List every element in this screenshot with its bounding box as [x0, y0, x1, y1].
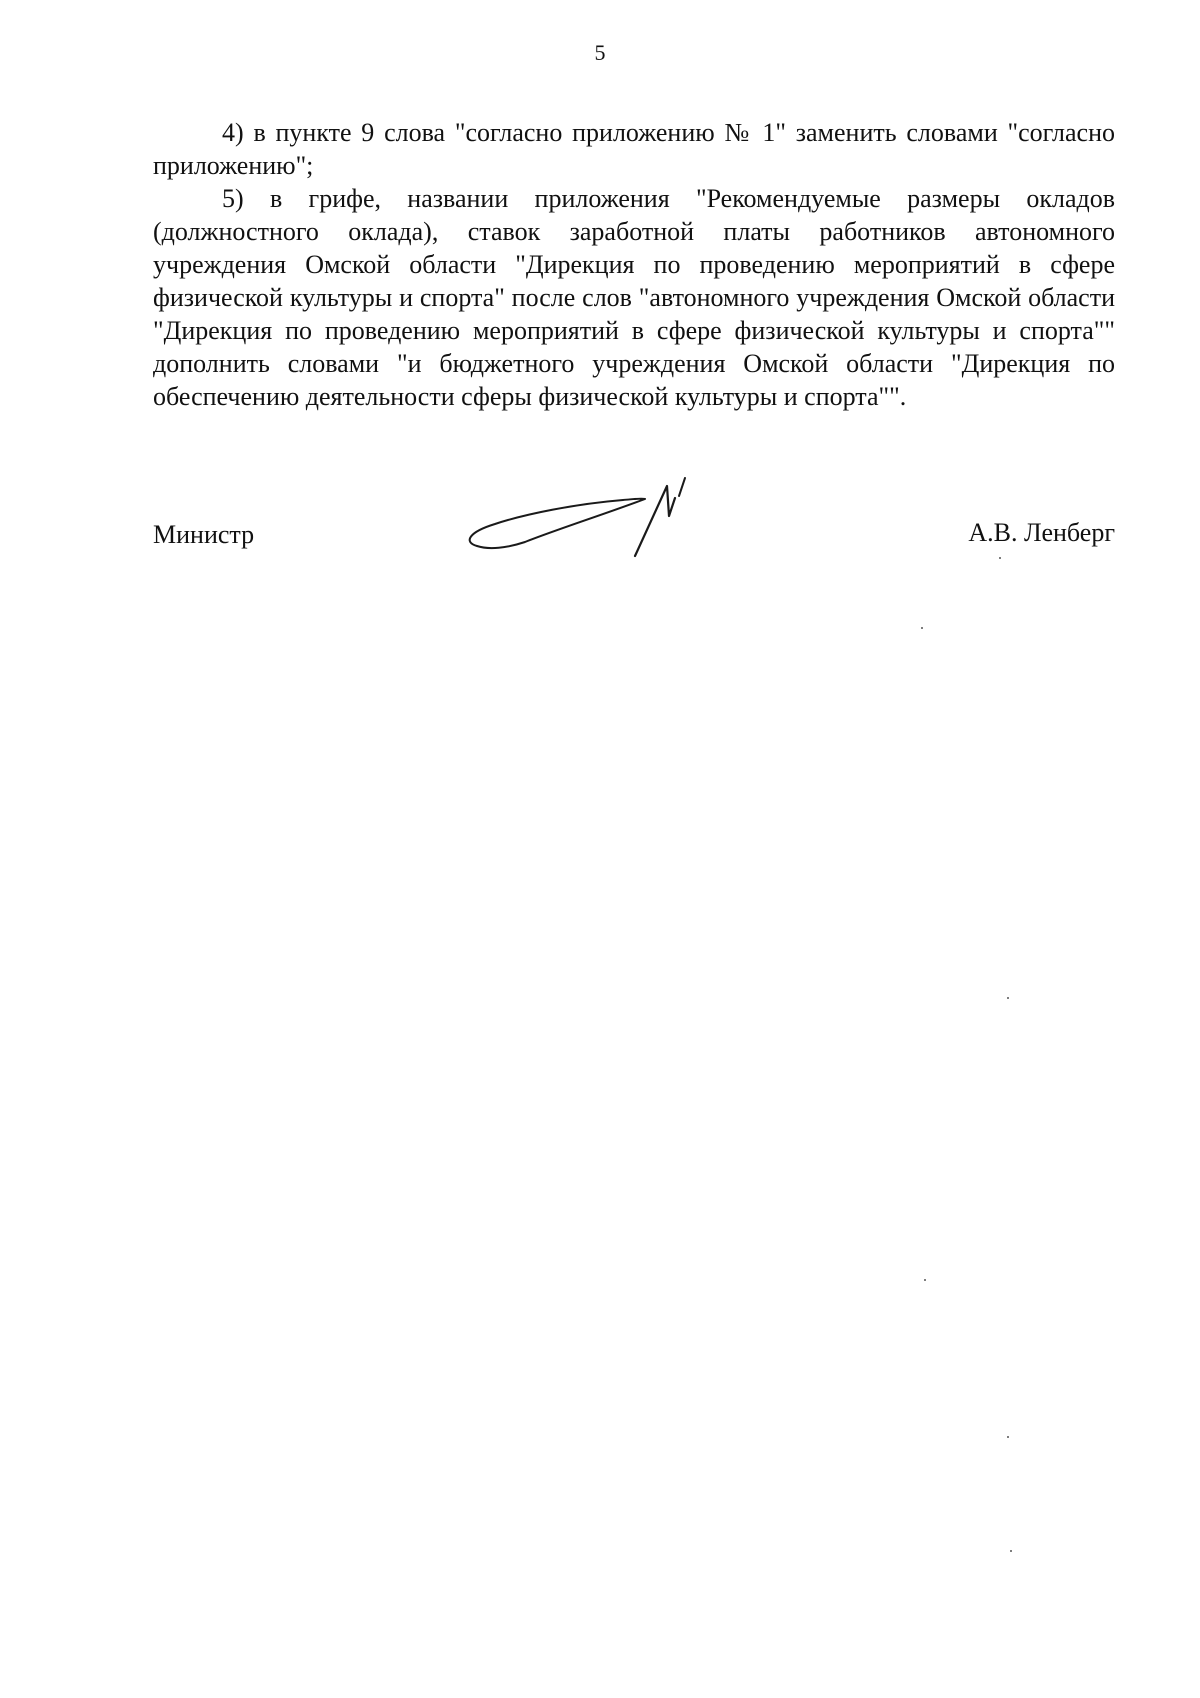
scan-speck: [1010, 1550, 1012, 1552]
scan-speck: [1007, 997, 1009, 999]
paragraph-item-5: 5) в грифе, названии приложения "Рекомендуемые размеры окладов (должностного оклада), ставок заработной платы работников автономного учреждения Омской области "Дирекция по проведению мероприятий в сфере физической культуры и спорта" после слов "автономного учреждения Омской области "Дирекция по проведению мероприятий в сфере физической культуры и спорта"" дополнить словами "и бюджетного учреждения Омской области "Дирекция по обеспечению деятельности сферы физической культуры и спорта"".: [153, 184, 1115, 411]
document-body: [153, 116, 1115, 413]
signer-position: Министр: [153, 520, 255, 549]
scan-speck: [924, 1279, 926, 1281]
page-number: 5: [594, 40, 606, 65]
signature-block: [153, 488, 1115, 568]
scan-speck: [999, 557, 1001, 559]
scan-speck: [921, 627, 923, 629]
paragraph-item-4: 4) в пункте 9 слова "согласно приложению № 1" заменить словами "согласно приложению";: [153, 118, 1115, 180]
handwritten-signature: [455, 468, 715, 568]
scan-speck: [1007, 1436, 1009, 1438]
signer-name: А.В. Ленберг: [968, 518, 1115, 547]
